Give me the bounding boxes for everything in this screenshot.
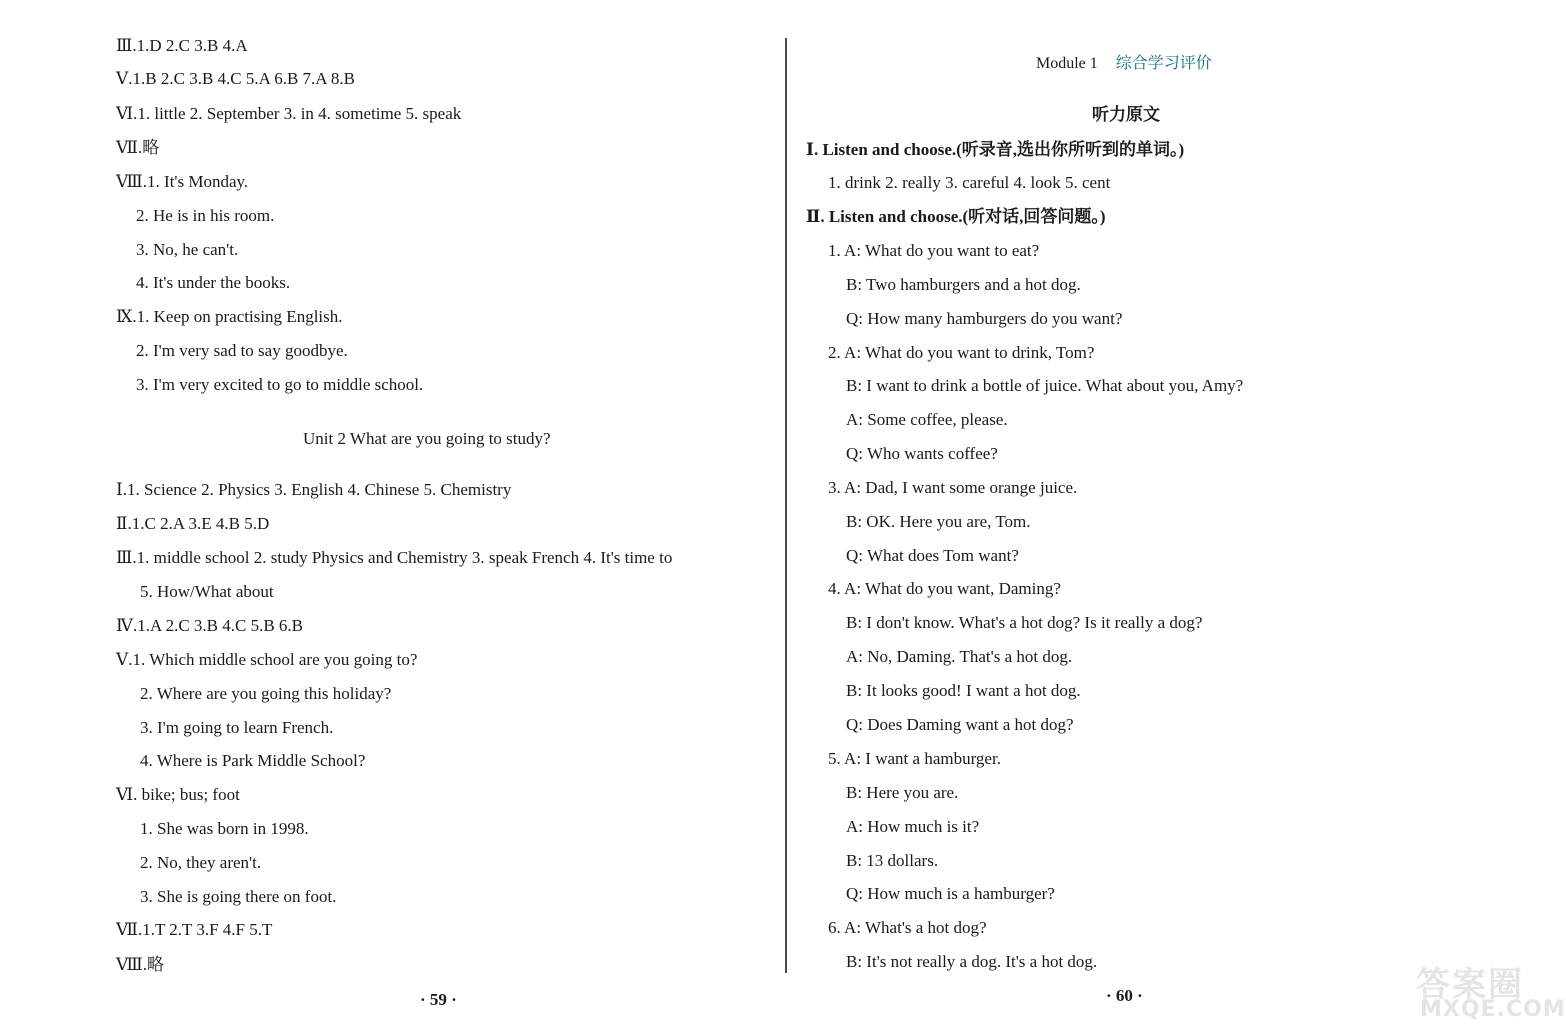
answer-line: Ⅰ.1. Science 2. Physics 3. English 4. Chinese 5. Chemistry	[116, 480, 512, 499]
answer-line: Ⅴ.1. Which middle school are you going to?	[116, 650, 418, 669]
answer-line: Ⅷ.1. It's Monday.	[116, 172, 249, 191]
answer-line: 4. It's under the books.	[136, 273, 291, 292]
module-subtitle: 综合学习评价	[1115, 53, 1212, 72]
page-divider	[785, 38, 787, 973]
module-title-text: Module 1	[1036, 55, 1098, 72]
answer-line: Ⅴ.1.B 2.C 3.B 4.C 5.A 6.B 7.A 8.B	[116, 69, 355, 88]
answer-line: 5. How/What about	[140, 582, 274, 601]
watermark-logo	[1416, 957, 1566, 1027]
answer-line: 3. I'm very excited to go to middle school.	[136, 375, 424, 394]
answer-line: Ⅳ.1.A 2.C 3.B 4.C 5.B 6.B	[116, 616, 304, 635]
section-title: 听力原文	[1092, 105, 1160, 125]
script-line: B: Here you are.	[846, 783, 959, 802]
answer-line: Ⅶ.略	[116, 138, 160, 157]
script-line: B: I want to drink a bottle of juice. What about you, Amy?	[846, 376, 1244, 395]
answer-line: 1. She was born in 1998.	[140, 819, 309, 838]
answer-line: 3. She is going there on foot.	[140, 887, 337, 906]
script-line: 3. A: Dad, I want some orange juice.	[828, 478, 1078, 497]
script-line: Q: Does Daming want a hot dog?	[846, 715, 1074, 734]
script-line: 2. A: What do you want to drink, Tom?	[828, 343, 1095, 362]
script-line: Q: How much is a hamburger?	[846, 884, 1055, 903]
script-line: 6. A: What's a hot dog?	[828, 918, 987, 937]
page-number: · 59 ·	[420, 990, 457, 1009]
script-line: B: It's not really a dog. It's a hot dog.	[846, 952, 1098, 971]
watermark-bottom-text: MXQE.COM	[1420, 997, 1566, 1022]
script-line: B: Two hamburgers and a hot dog.	[846, 275, 1081, 294]
script-line: 1. A: What do you want to eat?	[828, 241, 1040, 260]
answer-line: 3. No, he can't.	[136, 240, 239, 259]
answer-line: Ⅵ.1. little 2. September 3. in 4. sometime 5. speak	[116, 104, 462, 123]
script-line: 5. A: I want a hamburger.	[828, 749, 1001, 768]
question-heading: Ⅰ. Listen and choose.(听录音,选出你所听到的单词。)	[806, 140, 1185, 159]
answer-line: 4. Where is Park Middle School?	[140, 751, 366, 770]
unit-heading: Unit 2 What are you going to study?	[303, 429, 551, 448]
script-line: B: 13 dollars.	[846, 851, 939, 870]
right-page	[790, 0, 1536, 1033]
answer-line: 3. I'm going to learn French.	[140, 718, 334, 737]
script-line: Q: What does Tom want?	[846, 546, 1019, 565]
script-line: Q: How many hamburgers do you want?	[846, 309, 1123, 328]
script-line: A: Some coffee, please.	[846, 410, 1008, 429]
module-title	[1036, 52, 1212, 75]
question-heading: Ⅱ. Listen and choose.(听对话,回答问题。)	[806, 207, 1106, 226]
script-line: 4. A: What do you want, Daming?	[828, 579, 1061, 598]
answer-line: Ⅲ.1. middle school 2. study Physics and Chemistry 3. speak French 4. It's time to	[116, 548, 673, 567]
script-line: A: How much is it?	[846, 817, 980, 836]
answer-line: 2. No, they aren't.	[140, 853, 262, 872]
answer-line: Ⅱ.1.C 2.A 3.E 4.B 5.D	[116, 514, 270, 533]
watermark-top-text: 答案圈	[1416, 965, 1524, 1005]
answer-line: Ⅲ.1.D 2.C 3.B 4.A	[116, 36, 248, 55]
script-line: A: No, Daming. That's a hot dog.	[846, 647, 1073, 666]
answer-line: 2. Where are you going this holiday?	[140, 684, 392, 703]
script-line: B: I don't know. What's a hot dog? Is it really a dog?	[846, 613, 1203, 632]
script-line: Q: Who wants coffee?	[846, 444, 998, 463]
script-line: 1. drink 2. really 3. careful 4. look 5. cent	[828, 173, 1111, 192]
answer-line: Ⅶ.1.T 2.T 3.F 4.F 5.T	[116, 920, 273, 939]
page-number: · 60 ·	[1106, 986, 1143, 1005]
answer-line: 2. He is in his room.	[136, 206, 275, 225]
script-line: B: OK. Here you are, Tom.	[846, 512, 1031, 531]
script-line: B: It looks good! I want a hot dog.	[846, 681, 1081, 700]
answer-line: Ⅵ. bike; bus; foot	[116, 785, 240, 804]
answer-line: 2. I'm very sad to say goodbye.	[136, 341, 348, 360]
answer-line: Ⅷ.略	[116, 955, 165, 974]
answer-line: Ⅸ.1. Keep on practising English.	[116, 307, 343, 326]
